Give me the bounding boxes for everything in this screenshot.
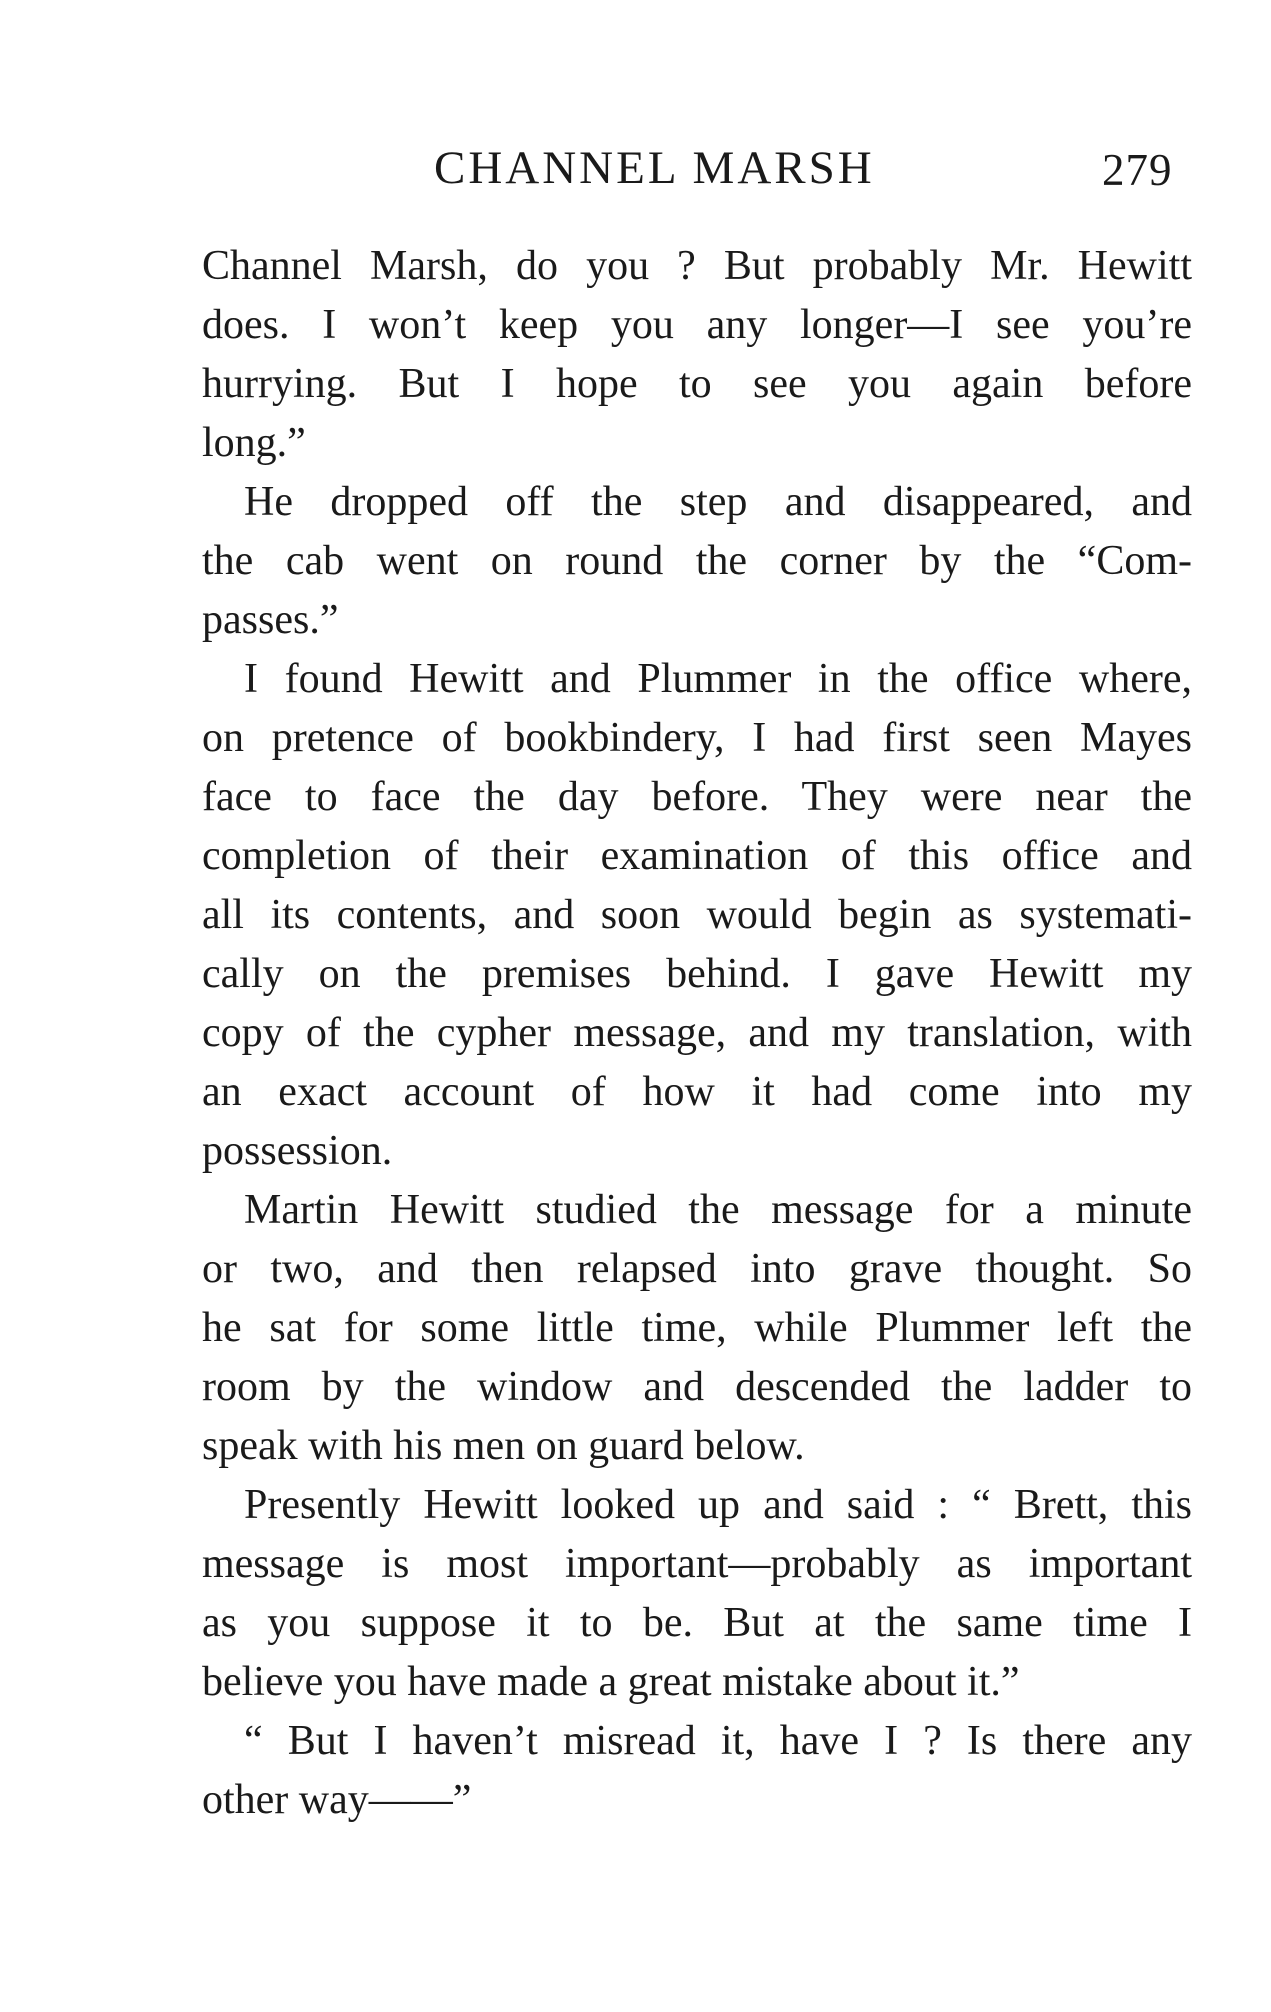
paragraph xyxy=(202,473,1192,650)
text-line: I found Hewitt and Plummer in the office where, xyxy=(244,656,1192,702)
text-line: Channel Marsh, do you ? But probably Mr. Hewitt xyxy=(202,243,1192,289)
text-line: speak with his men on guard below. xyxy=(202,1423,805,1469)
text-line: He dropped off the step and disappeared, and xyxy=(244,479,1192,525)
text-line: on pretence of bookbindery, I had first seen Mayes xyxy=(202,715,1192,761)
text-line: possession. xyxy=(202,1128,393,1174)
text-line: does. I won’t keep you any longer—I see you’re xyxy=(202,302,1192,348)
text-line: Presently Hewitt looked up and said : “ Brett, this xyxy=(244,1482,1192,1528)
text-line: hurrying. But I hope to see you again before xyxy=(202,361,1192,407)
page-number: 279 xyxy=(1102,145,1173,195)
text-line: all its contents, and soon would begin as systemati- xyxy=(202,892,1192,938)
text-line: as you suppose it to be. But at the same time I xyxy=(202,1600,1192,1646)
body-text xyxy=(202,237,1192,1830)
running-title: CHANNEL MARSH xyxy=(434,142,875,194)
paragraph xyxy=(202,650,1192,1181)
paragraph xyxy=(202,1712,1192,1830)
text-line: or two, and then relapsed into grave thought. So xyxy=(202,1246,1192,1292)
text-line: copy of the cypher message, and my translation, with xyxy=(202,1010,1192,1056)
text-line: an exact account of how it had come into my xyxy=(202,1069,1192,1115)
text-line: message is most important—probably as important xyxy=(202,1541,1192,1587)
text-line: he sat for some little time, while Plummer left the xyxy=(202,1305,1192,1351)
text-line: “ But I haven’t misread it, have I ? Is there any xyxy=(244,1718,1192,1764)
text-line: Martin Hewitt studied the message for a minute xyxy=(244,1187,1192,1233)
paragraph xyxy=(202,237,1192,473)
running-header xyxy=(0,138,1271,198)
text-line: believe you have made a great mistake about it.” xyxy=(202,1659,1020,1705)
text-line: other way——” xyxy=(202,1777,472,1823)
text-line: completion of their examination of this office and xyxy=(202,833,1192,879)
text-line: room by the window and descended the ladder to xyxy=(202,1364,1192,1410)
text-line: face to face the day before. They were near the xyxy=(202,774,1192,820)
paragraph xyxy=(202,1181,1192,1476)
paragraph xyxy=(202,1476,1192,1712)
text-line: passes.” xyxy=(202,597,339,643)
text-line: long.” xyxy=(202,420,306,466)
text-line: the cab went on round the corner by the “Com- xyxy=(202,538,1192,584)
text-line: cally on the premises behind. I gave Hewitt my xyxy=(202,951,1192,997)
